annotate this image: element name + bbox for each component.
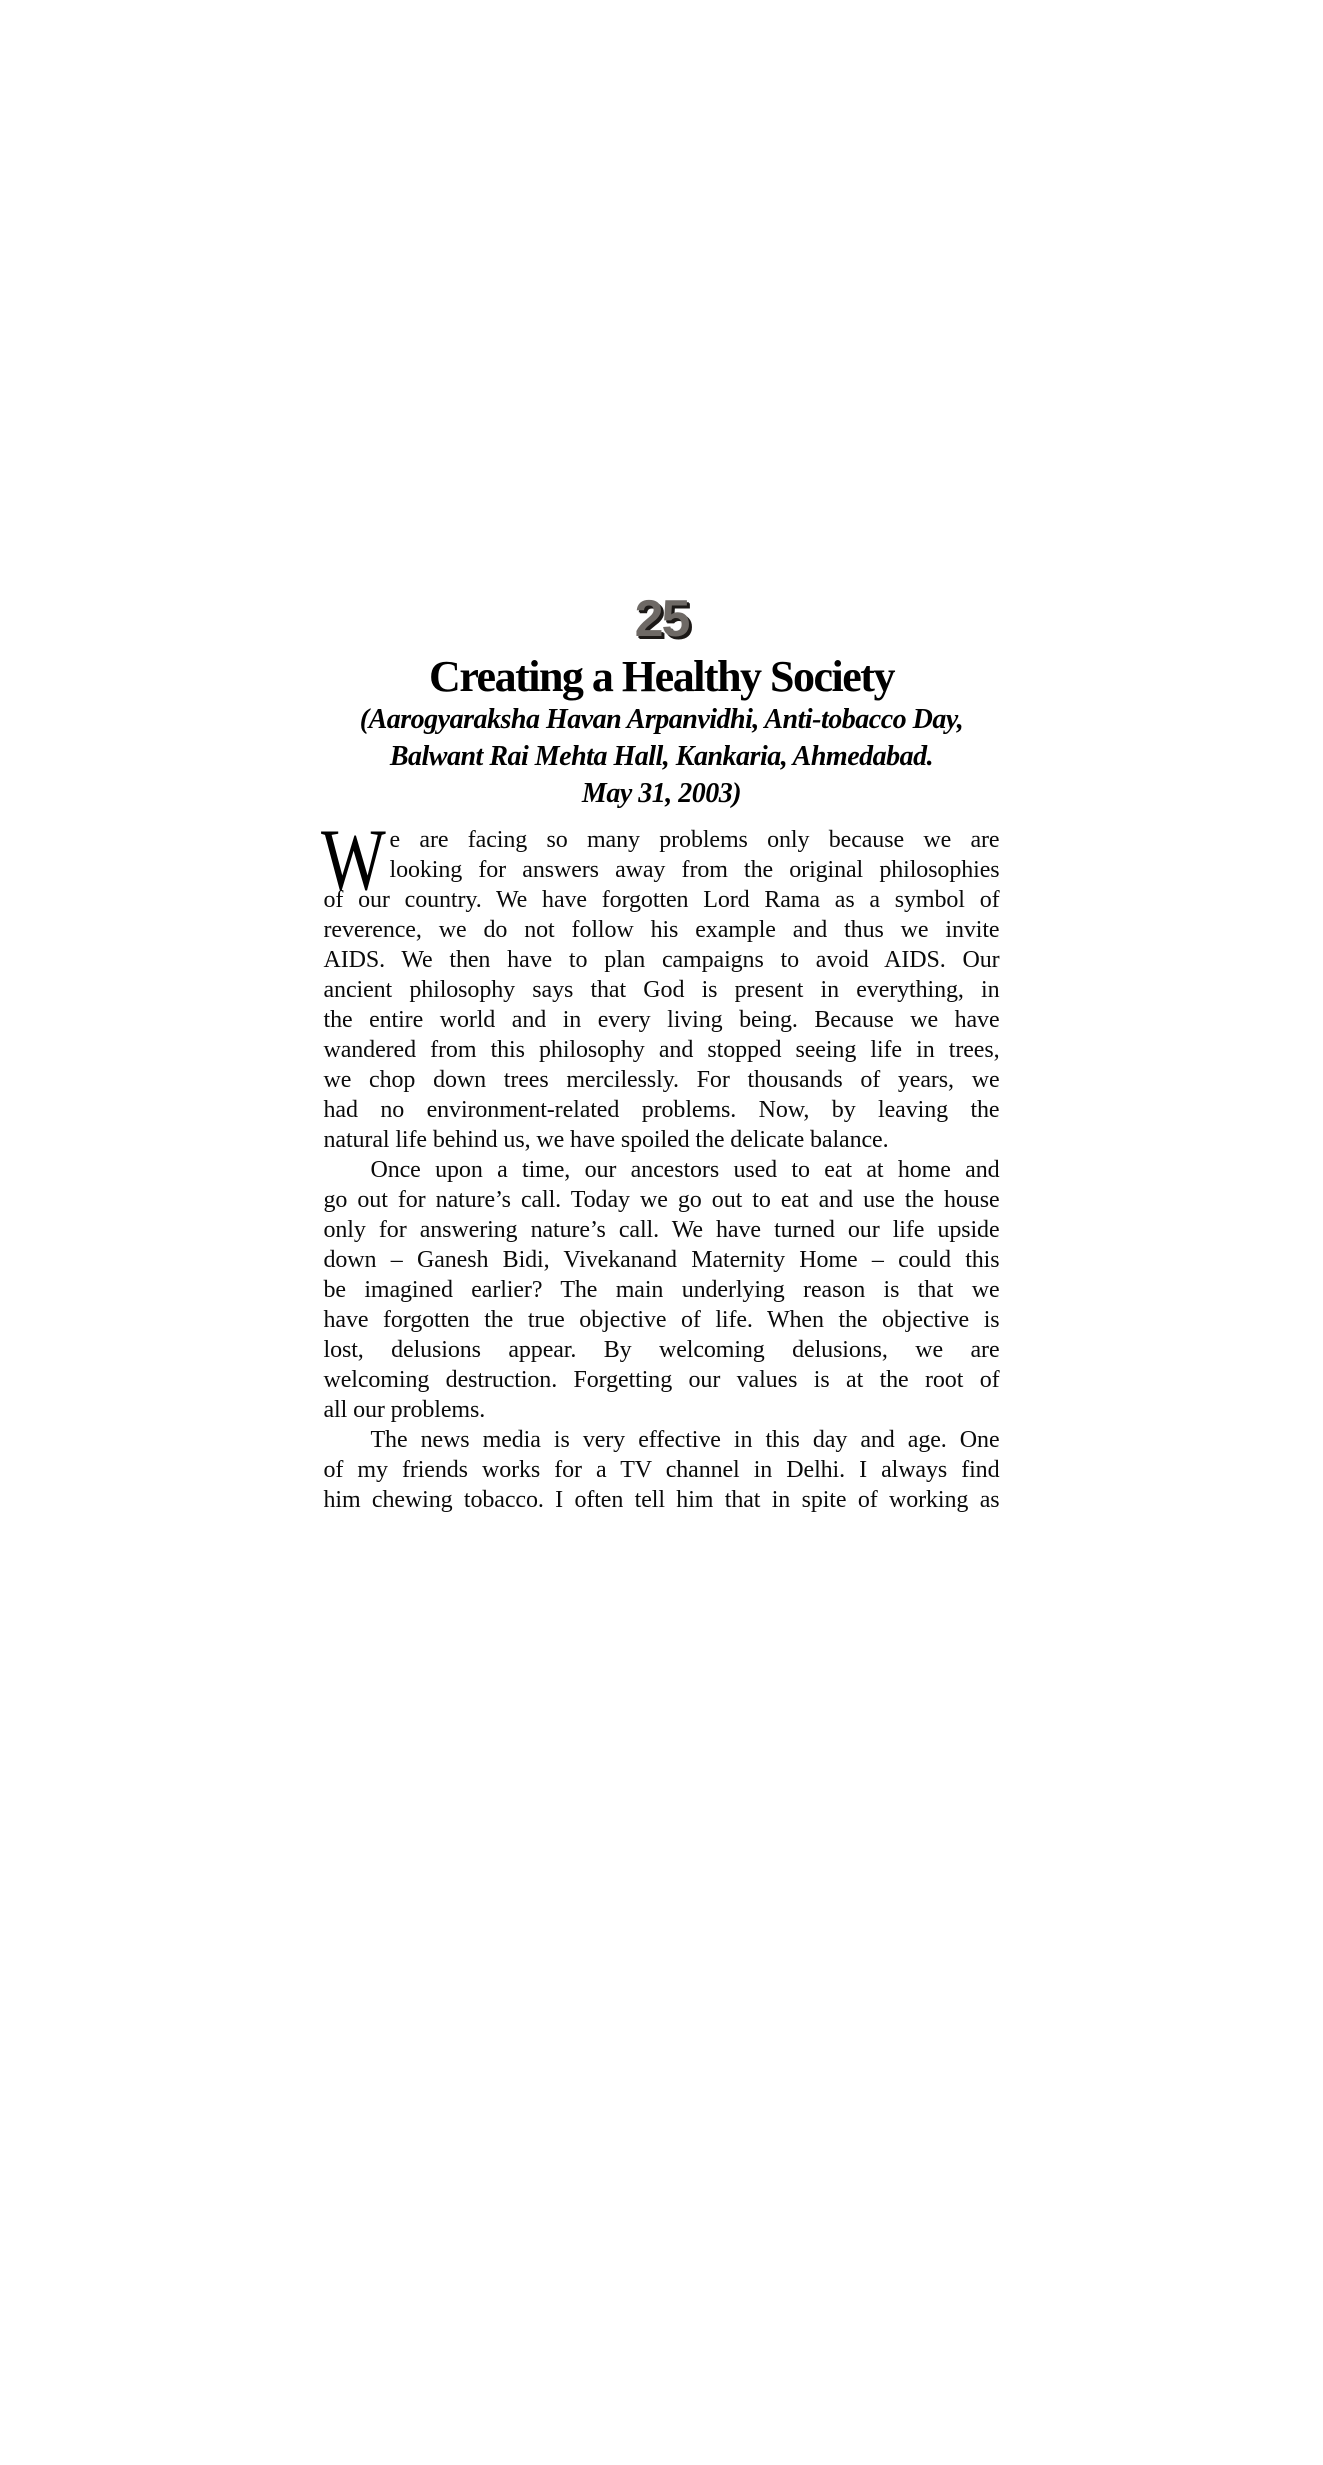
body-line: AIDS. We then have to plan campaigns to avoid AIDS. Our [323,947,1000,973]
body-line: welcoming destruction. Forgetting our values is at the root of [323,1367,1000,1393]
paragraph [324,1155,1000,1425]
body-line: reverence, we do not follow his example and thus we invite [323,917,1000,943]
paragraph [324,825,1000,1155]
subtitle-block [324,701,1000,812]
body-line: lost, delusions appear. By welcoming delusions, we are [323,1337,1000,1363]
body-line: looking for answers away from the original philosophies [389,857,1000,883]
page-title: Creating a Healthy Society [429,652,894,701]
subtitle-line: (Aarogyaraksha Havan Arpanvidhi, Anti-tobacco Day, [359,704,964,735]
body-line: we chop down trees mercilessly. For thousands of years, we [323,1067,1000,1093]
book-page [320,590,1000,1515]
body-line: ancient philosophy says that God is present in everything, in [323,977,1000,1003]
body-line: have forgotten the true objective of life. When the objective is [323,1307,1000,1333]
drop-cap: W [320,812,386,909]
body-line: all our problems. [323,1397,486,1423]
body-line: Once upon a time, our ancestors used to eat at home and [370,1157,1000,1183]
body-line: natural life behind us, we have spoiled the delicate balance. [323,1127,889,1153]
body-line: be imagined earlier? The main underlying reason is that we [323,1277,1000,1303]
subtitle-line: May 31, 2003) [581,778,742,809]
body-line: had no environment-related problems. Now, by leaving the [323,1097,1000,1123]
body-line: go out for nature’s call. Today we go out to eat and use the house [323,1187,1000,1213]
body-line: the entire world and in every living being. Because we have [323,1007,1000,1033]
body-line: of our country. We have forgotten Lord Rama as a symbol of [323,887,1000,913]
body-line: only for answering nature’s call. We have turned our life upside [323,1217,1000,1243]
paragraph [324,1425,1000,1515]
body-line: him chewing tobacco. I often tell him that in spite of working as [323,1487,1000,1513]
body-line: of my friends works for a TV channel in Delhi. I always find [323,1457,1000,1483]
subtitle-line: Balwant Rai Mehta Hall, Kankaria, Ahmedabad. [389,741,934,772]
body-line: wandered from this philosophy and stopped seeing life in trees, [323,1037,1000,1063]
body-text [320,812,1000,1515]
body-line: down – Ganesh Bidi, Vivekanand Maternity Home – could this [323,1247,1000,1273]
body-line: e are facing so many problems only because we are [389,827,1000,853]
body-line: The news media is very effective in this day and age. One [370,1427,1000,1453]
chapter-number: 25 [634,590,689,648]
